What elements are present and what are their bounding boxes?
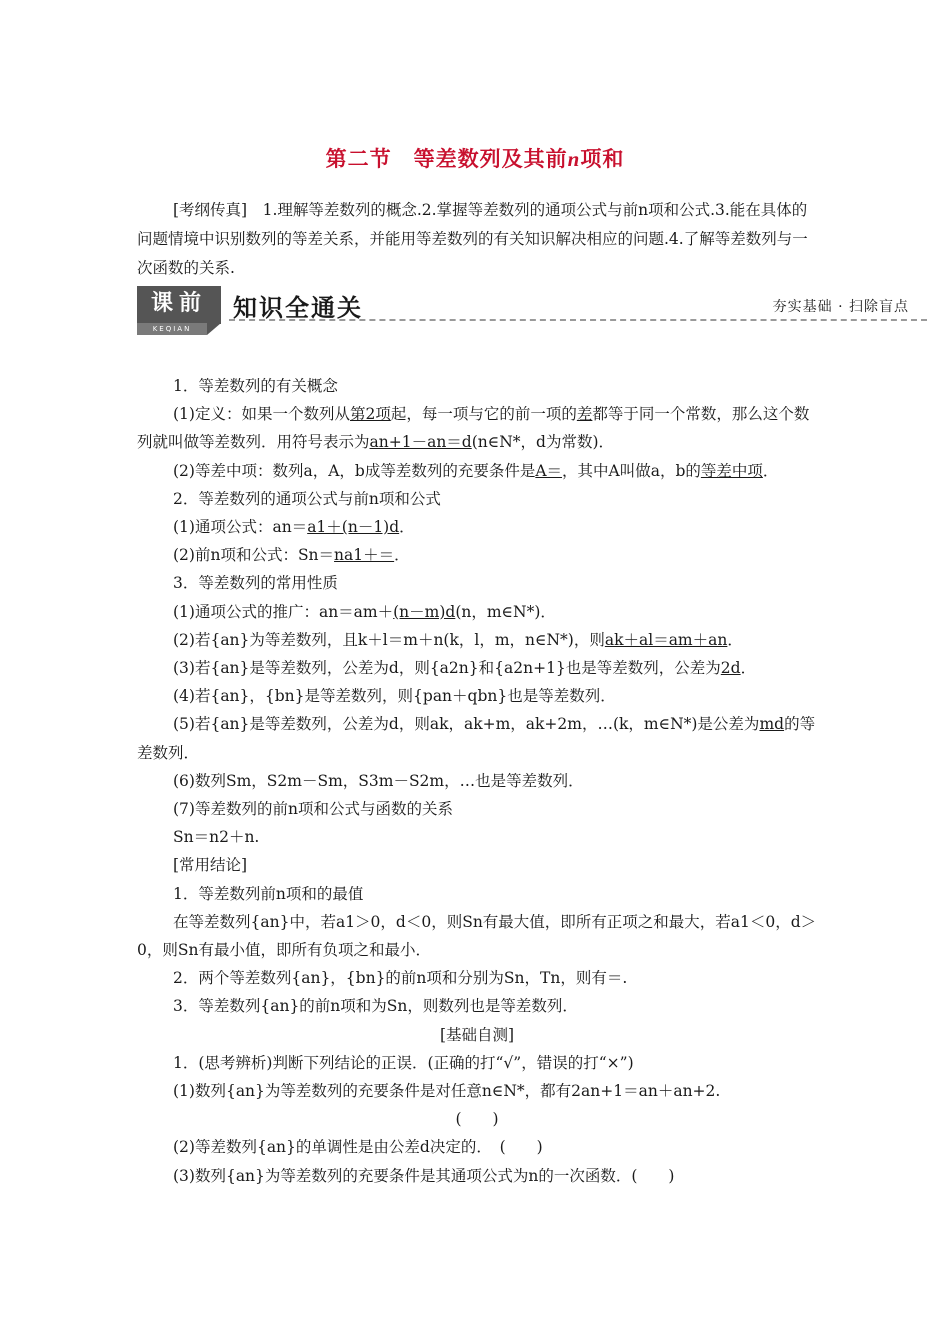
selftest-item-3: (3)数列{an}为等差数列的充要条件是其通项公式为n的一次函数．( ) (173, 1166, 675, 1185)
s2-heading: 2．等差数列的通项公式与前n项和公式 (173, 489, 441, 508)
conclusion-2: 2．两个等差数列{an}，{bn}的前n项和分别为Sn，Tn，则有＝. (173, 969, 628, 988)
selftest-heading: [基础自测] (439, 1025, 515, 1044)
selftest-question: 1．(思考辨析)判断下列结论的正误．(正确的打“√”，错误的打“×”) (173, 1053, 634, 1072)
s1-middle-term: (2)等差中项：数列a，A，b成等差数列的充要条件是A＝，其中A叫做a，b的等差中项． (173, 461, 779, 480)
s1-heading: 1．等差数列的有关概念 (173, 377, 338, 395)
banner-title: 知识全通关 (233, 294, 363, 322)
s3-property-2: (2)若{an}为等差数列，且k＋l＝m＋n(k，l，m，n∈N*)，则ak＋al＝am＋an． (173, 630, 743, 649)
s3-property-7-formula: Sn＝n2＋n. (173, 828, 260, 847)
s3-property-4: (4)若{an}，{bn}是等差数列，则{pan＋qbn}也是等差数列． (173, 687, 616, 706)
s1-definition: (1)定义：如果一个数列从第2项起，每一项与它的前一项的差都等于同一个常数，那么这个数列就叫做等差数列．用符号表示为an+1－an＝d(n∈N*，d为常数)． (137, 405, 810, 452)
s3-property-6: (6)数列Sm，S2m－Sm，S3m－S2m，…也是等差数列． (173, 771, 584, 790)
s3-property-1: (1)通项公式的推广：an＝am＋(n－m)d(n，m∈N*)． (173, 602, 556, 621)
s3-property-5: (5)若{an}是等差数列，公差为d，则ak，ak+m，ak+2m，…(k，m∈N*)是公差为md的等差数列． (137, 715, 816, 762)
syllabus-intro: [考纲传真] 1.理解等差数列的概念.2.掌握等差数列的通项公式与前n项和公式.3.能在具体的问题情境中识别数列的等差关系，并能用等差数列的有关知识解决相应的问题.4.了解等差数列与一次函数的关系. (137, 201, 808, 277)
s3-heading: 3．等差数列的常用性质 (173, 574, 338, 593)
conclusion-3: 3．等差数列{an}的前n项和为Sn，则数列也是等差数列． (173, 997, 578, 1016)
section-banner (137, 286, 927, 334)
s2-sum-formula: (2)前n项和公式：Sn＝na1＋＝． (173, 546, 410, 565)
conclusion-1-text: 在等差数列{an}中，若a1＞0，d＜0，则Sn有最大值，即所有正项之和最大，若a1＜0，d＞0，则Sn有最小值，即所有负项之和最小． (137, 912, 817, 960)
s3-property-3: (3)若{an}是等差数列，公差为d，则{a2n}和{a2n+1}也是等差数列，公差为2d． (173, 659, 757, 678)
section-title (0, 143, 950, 173)
banner-divider (229, 319, 927, 321)
selftest-item-2: (2)等差数列{an}的单调性是由公差d决定的． ( ) (173, 1138, 543, 1157)
main-content (137, 372, 817, 1190)
s2-general-term: (1)通项公式：an＝a1＋(n－1)d． (173, 518, 415, 537)
selftest-item-1-blank: ( ) (455, 1110, 499, 1129)
banner-badge-tail (207, 323, 221, 335)
title-suffix: 项和 (580, 146, 625, 171)
title-prefix: 第二节 等差数列及其前 (325, 146, 568, 171)
banner-badge: 课前 (137, 286, 221, 324)
banner-badge-pinyin: KEQIAN (137, 323, 207, 335)
banner-slogan: 夯实基础 · 扫除盲点 (772, 299, 909, 315)
conclusions-heading: [常用结论] (173, 856, 248, 875)
s3-property-7: (7)等差数列的前n项和公式与函数的关系 (173, 800, 453, 819)
conclusion-1: 1．等差数列前n项和的最值 (173, 884, 364, 903)
title-var: n (567, 147, 581, 171)
selftest-item-1: (1)数列{an}为等差数列的充要条件是对任意n∈N*，都有2an+1＝an＋an+2. (173, 1082, 721, 1101)
